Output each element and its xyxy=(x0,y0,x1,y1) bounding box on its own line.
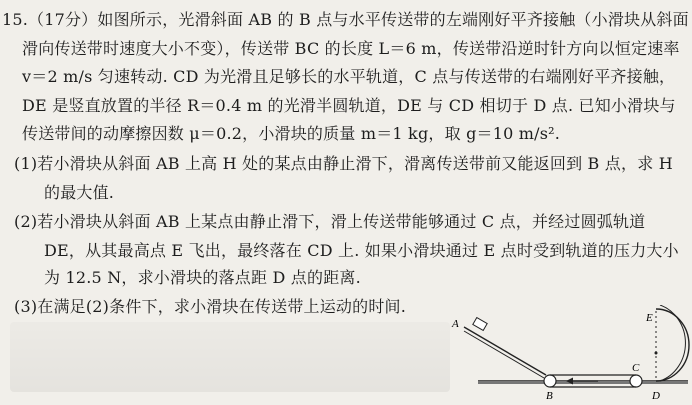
question-2: (2)若小滑块从斜面 AB 上某点由静止滑下，滑上传送带能够通过 C 点，并经过圆弧轨道 xyxy=(14,212,646,231)
question-2-cont: DE，从其最高点 E 飞出，最终落在 CD 上. 如果小滑块通过 E 点时受到轨道的压力大小 xyxy=(44,241,679,260)
label-d: D xyxy=(652,390,660,402)
question-1: (1)若小滑块从斜面 AB 上高 H 处的某点由静止滑下，滑离传送带前又能返回到 B 点，求 H xyxy=(14,154,673,173)
problem-line-2: 滑向传送带时速度大小不变），传送带 BC 的长度 L＝6 m，传送带沿逆时针方向以恒定速率 xyxy=(22,39,680,58)
label-c: C xyxy=(632,362,640,374)
problem-line-4: DE 是竖直放置的半径 R＝0.4 m 的光滑半圆轨道，DE 与 CD 相切于 D 点. 已知小滑块与 xyxy=(22,96,676,115)
physics-diagram xyxy=(450,305,692,405)
semicircle-de xyxy=(656,309,689,381)
question-2-end: 为 12.5 N，求小滑块的落点距 D 点的距离. xyxy=(44,268,361,287)
question-1-cont: 的最大值. xyxy=(44,183,115,202)
question-3: (3)在满足(2)条件下，求小滑块在传送带上运动的时间. xyxy=(14,297,407,316)
point-e xyxy=(655,352,658,355)
pulley-b xyxy=(544,375,556,387)
problem-line-3: v＝2 m/s 匀速转动. CD 为光滑且足够长的水平轨道，C 点与传送带的右端刚好平齐接触， xyxy=(22,67,676,86)
label-e: E xyxy=(646,312,653,324)
label-b: B xyxy=(546,390,553,402)
slider-block xyxy=(473,318,487,331)
pulley-c xyxy=(630,375,642,387)
incline-ab-inner xyxy=(464,331,544,378)
incline-ab xyxy=(464,327,546,375)
semicircle-de-outer xyxy=(660,305,685,381)
label-a: A xyxy=(452,318,459,330)
faded-background-text xyxy=(10,322,450,392)
problem-line-1: 15.（17分）如图所示，光滑斜面 AB 的 B 点与水平传送带的左端刚好平齐接触（小滑块从斜面 xyxy=(2,10,689,29)
problem-line-5: 传送带间的动摩擦因数 μ＝0.2，小滑块的质量 m＝1 kg，取 g＝10 m/s². xyxy=(22,124,561,143)
